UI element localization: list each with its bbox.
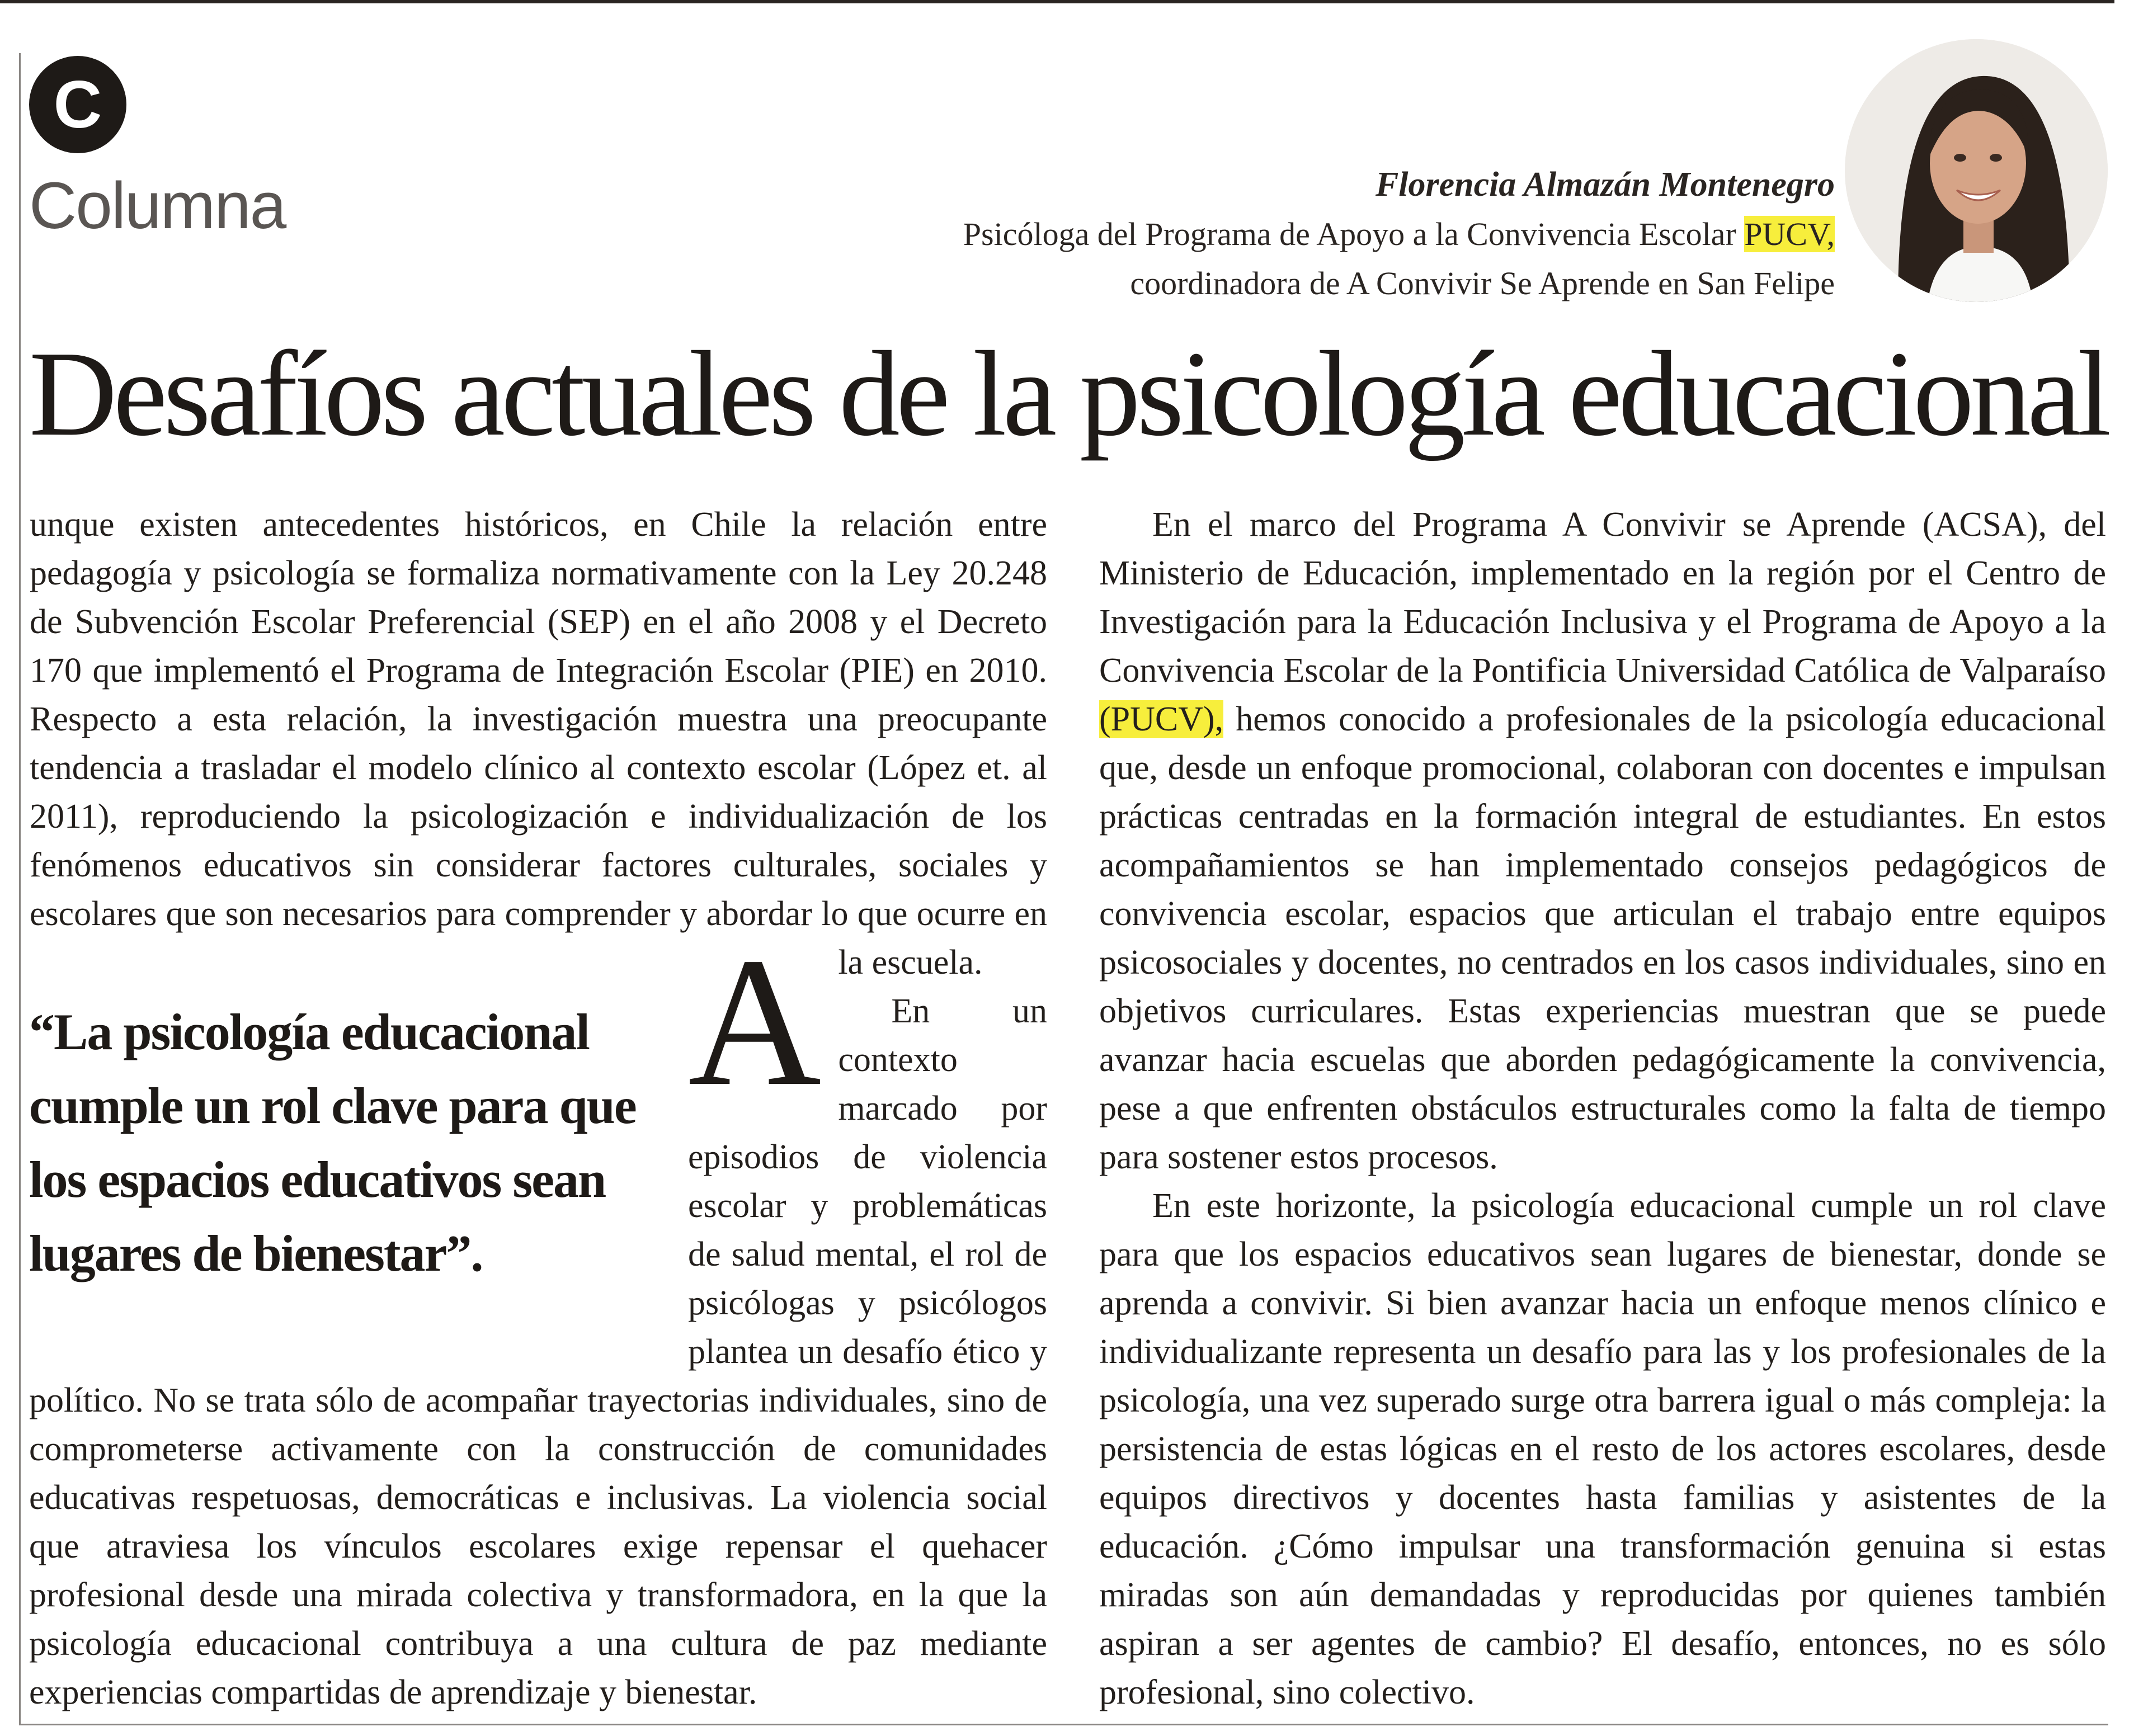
author-role-line-1 <box>963 210 1835 259</box>
left-rule <box>19 53 21 1725</box>
paragraph-text: unque existen antecedentes históricos, en Chile la relación entre pedagogía y psicología se formaliza normativamente con la Ley 20.248 de Subvención Escolar Preferencial (SEP) en el año 2008 y el Decreto 170 que implementó el Programa de Integración Escolar (PIE) en 2010. Respecto a esta relación, la investigación muestra una preocupante tendencia a trasladar el modelo clínico al contexto escolar (López et. al 2011), reproduciendo la psicologización e individualización de los fenómenos educativos sin considerar factores culturales, sociales y escolares que son necesarios para comprender y abordar lo que ocurre en la escuela. <box>30 506 1047 982</box>
section-label: Columna <box>29 169 286 243</box>
highlighted-pucv: (PUCV), <box>1099 700 1224 738</box>
author-portrait-icon <box>1845 39 2108 302</box>
article-column-right <box>1099 501 2106 1717</box>
bottom-rule <box>19 1724 2108 1725</box>
highlighted-pucv: PUCV, <box>1744 216 1835 252</box>
column-badge-icon: C <box>29 56 126 153</box>
headline: Desafíos actuales de la psicología educacional <box>29 327 2108 461</box>
top-rule <box>0 0 2114 3</box>
paragraph <box>29 501 1047 1124</box>
article-column-left <box>29 501 1047 1717</box>
drop-cap: A <box>688 920 822 1124</box>
paragraph <box>1099 501 2106 1182</box>
paragraph: En este horizonte, la psicología educacional cumple un rol clave para que los espacios educativos sean lugares de bienestar, donde se aprenda a convivir. Si bien avanzar hacia un enfoque menos clínico e individualizante representa un desafío para las y los profesionales de la psicología, una vez superado surge otra barrera igual o más compleja: la persistencia de estas lógicas en el resto de los actores escolares, desde equipos directivos y docentes hasta familias y asistentes de la educación. ¿Cómo impulsar una transformación genuina si estas miradas son aún demandadas y reproducidas por quienes también aspiran a ser agentes de cambio? El desafío, entonces, no es sólo profesional, sino colectivo. <box>1099 1187 2106 1711</box>
author-name: Florencia Almazán Montenegro <box>1375 166 1835 204</box>
paragraph: En un contexto marcado por episodios de violencia escolar y problemáticas de salud mental, el rol de psicólogas y psicólogos plantea un desafío ético y político. No se trata sólo de acompañar trayectorias individuales, sino de comprometerse activamente con la construcción de comunidades educativas respetuosas, democráticas e inclusivas. La violencia social que atraviesa los vínculos escolares exige repensar el quehacer profesional desde una mirada colectiva y transformadora, en la que la psicología educacional contribuya a una cultura de paz mediante experiencias compartidas de aprendizaje y bienestar. <box>29 992 1047 1711</box>
author-role-text: Psicóloga del Programa de Apoyo a la Convivencia Escolar <box>963 216 1745 252</box>
pull-quote: “La psicología educacional cumple un rol clave para que los espacios educativos sean lugares de bienestar”. <box>29 1003 636 1282</box>
byline <box>963 159 1835 308</box>
author-photo <box>1845 39 2108 302</box>
paragraph-text: hemos conocido a profesionales de la psicología educacional que, desde un enfoque promocional, colaboran con docentes e impulsan prácticas centradas en la formación integral de estudiantes. En estos acompañamientos se han implementado consejos pedagógicos de convivencia escolar, espacios que articulan el trabajo entre equipos psicosociales y docentes, no centrados en los casos individuales, sino en objetivos curriculares. Estas experiencias muestran que se puede avanzar hacia escuelas que aborden pedagógicamente la convivencia, pese a que enfrenten obstáculos estructurales como la falta de tiempo para sostener estos procesos. <box>1099 700 2106 1176</box>
paragraph-text: En el marco del Programa A Convivir se Aprende (ACSA), del Ministerio de Educación, implementado en la región por el Centro de Investigación para la Educación Inclusiva y el Programa de Apoyo a la Convivencia Escolar de la Pontificia Universidad Católica de Valparaíso <box>1099 506 2106 690</box>
author-role-line-2: coordinadora de A Convivir Se Aprende en San Felipe <box>1130 265 1835 301</box>
